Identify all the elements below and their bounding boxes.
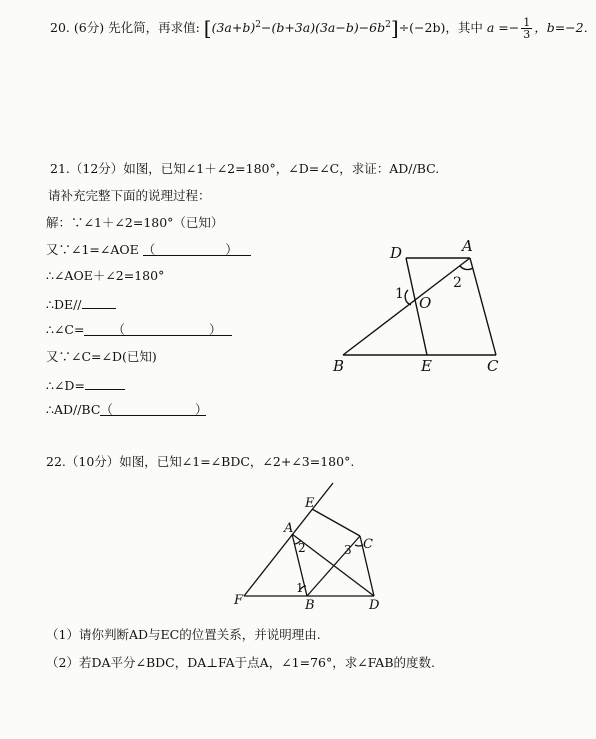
q20-prompt: 先化简，再求值: [108, 20, 200, 36]
q20-points: (6分) [73, 20, 105, 36]
q20-b-value: ，b=−2． [534, 20, 596, 36]
q21-step-5-text: ∴∠C= [46, 322, 85, 337]
q21-step-6: 又∵∠C=∠D(已知) [46, 349, 157, 364]
q20-sq1: 2 [255, 20, 261, 30]
q20-a-den: 3 [523, 28, 531, 42]
q21-step-1: 解：∵∠1＋∠2=180°（已知） [46, 215, 224, 230]
q22-label-angle1: 1 [296, 581, 304, 595]
q21-instruction: 请补充完整下面的说理过程： [48, 188, 211, 203]
q20-number: 20. [50, 20, 70, 36]
q22-label-a: A [284, 521, 294, 536]
q22-segment-fe-ray [244, 483, 333, 596]
q22-label-c: C [363, 537, 373, 552]
q22-label-b: B [305, 598, 315, 613]
q21-step-8-text: ∴AD//BC [46, 402, 101, 417]
q21-label-d: D [390, 244, 403, 262]
q22-angle-3-arc [355, 545, 363, 546]
q20-expr-part1: (3a+b) [211, 20, 256, 36]
q21-blank-reason-final[interactable]: （ ） [100, 402, 208, 417]
q21-label-angle1: 1 [395, 286, 404, 302]
q21-label-b: B [333, 357, 345, 375]
q22-segment-ec [312, 509, 360, 536]
q21-step-3: ∴∠AOE＋∠2=180° [46, 268, 165, 283]
q20-bracket-close: ] [390, 16, 399, 41]
q20-expr-part2: −(b+3a)(3a−b)−6b [260, 20, 386, 36]
q21-label-c: C [487, 357, 499, 375]
q22-segment-bc [307, 536, 360, 596]
q21-step-2-text: 又∵∠1=∠AOE [46, 242, 139, 257]
q20-a-prefix: a =− [486, 20, 520, 36]
q22-label-angle3: 3 [344, 543, 352, 557]
q21-blank-angle-reason[interactable]: （ ） [84, 322, 232, 336]
q20-a-num: 1 [523, 16, 531, 30]
q22-label-e: E [305, 496, 315, 511]
q20-expr-tail: ÷(−2b)，其中 [398, 20, 483, 36]
q21-label-a: A [462, 237, 473, 255]
q22-label-angle2: 2 [298, 541, 306, 555]
q21-label-angle2: 2 [453, 275, 462, 291]
q21-label-o: O [419, 294, 432, 312]
q21-step-7-text: ∴∠D= [46, 378, 85, 393]
q20-bracket-open: [ [203, 16, 212, 41]
q21-blank-reason-1[interactable]: （ ） [143, 242, 251, 256]
q22-part2: （2）若DA平分∠BDC，DA⊥FA于点A，∠1=76°，求∠FAB的度数. [46, 655, 435, 670]
q22-label-f: F [234, 593, 244, 608]
q21-label-e: E [421, 357, 432, 375]
q22-part1: （1）请你判断AD与EC的位置关系，并说明理由. [46, 627, 321, 642]
q21-step-4-text: ∴DE// [46, 297, 82, 312]
q22-stem: 22.（10分）如图，已知∠1=∠BDC，∠2+∠3=180°. [46, 454, 355, 469]
q21-stem: 21.（12分）如图，已知∠1＋∠2=180°，∠D=∠C，求证：AD//BC. [50, 161, 440, 176]
q22-label-d: D [369, 598, 380, 613]
q20-sq2: 2 [385, 20, 391, 30]
